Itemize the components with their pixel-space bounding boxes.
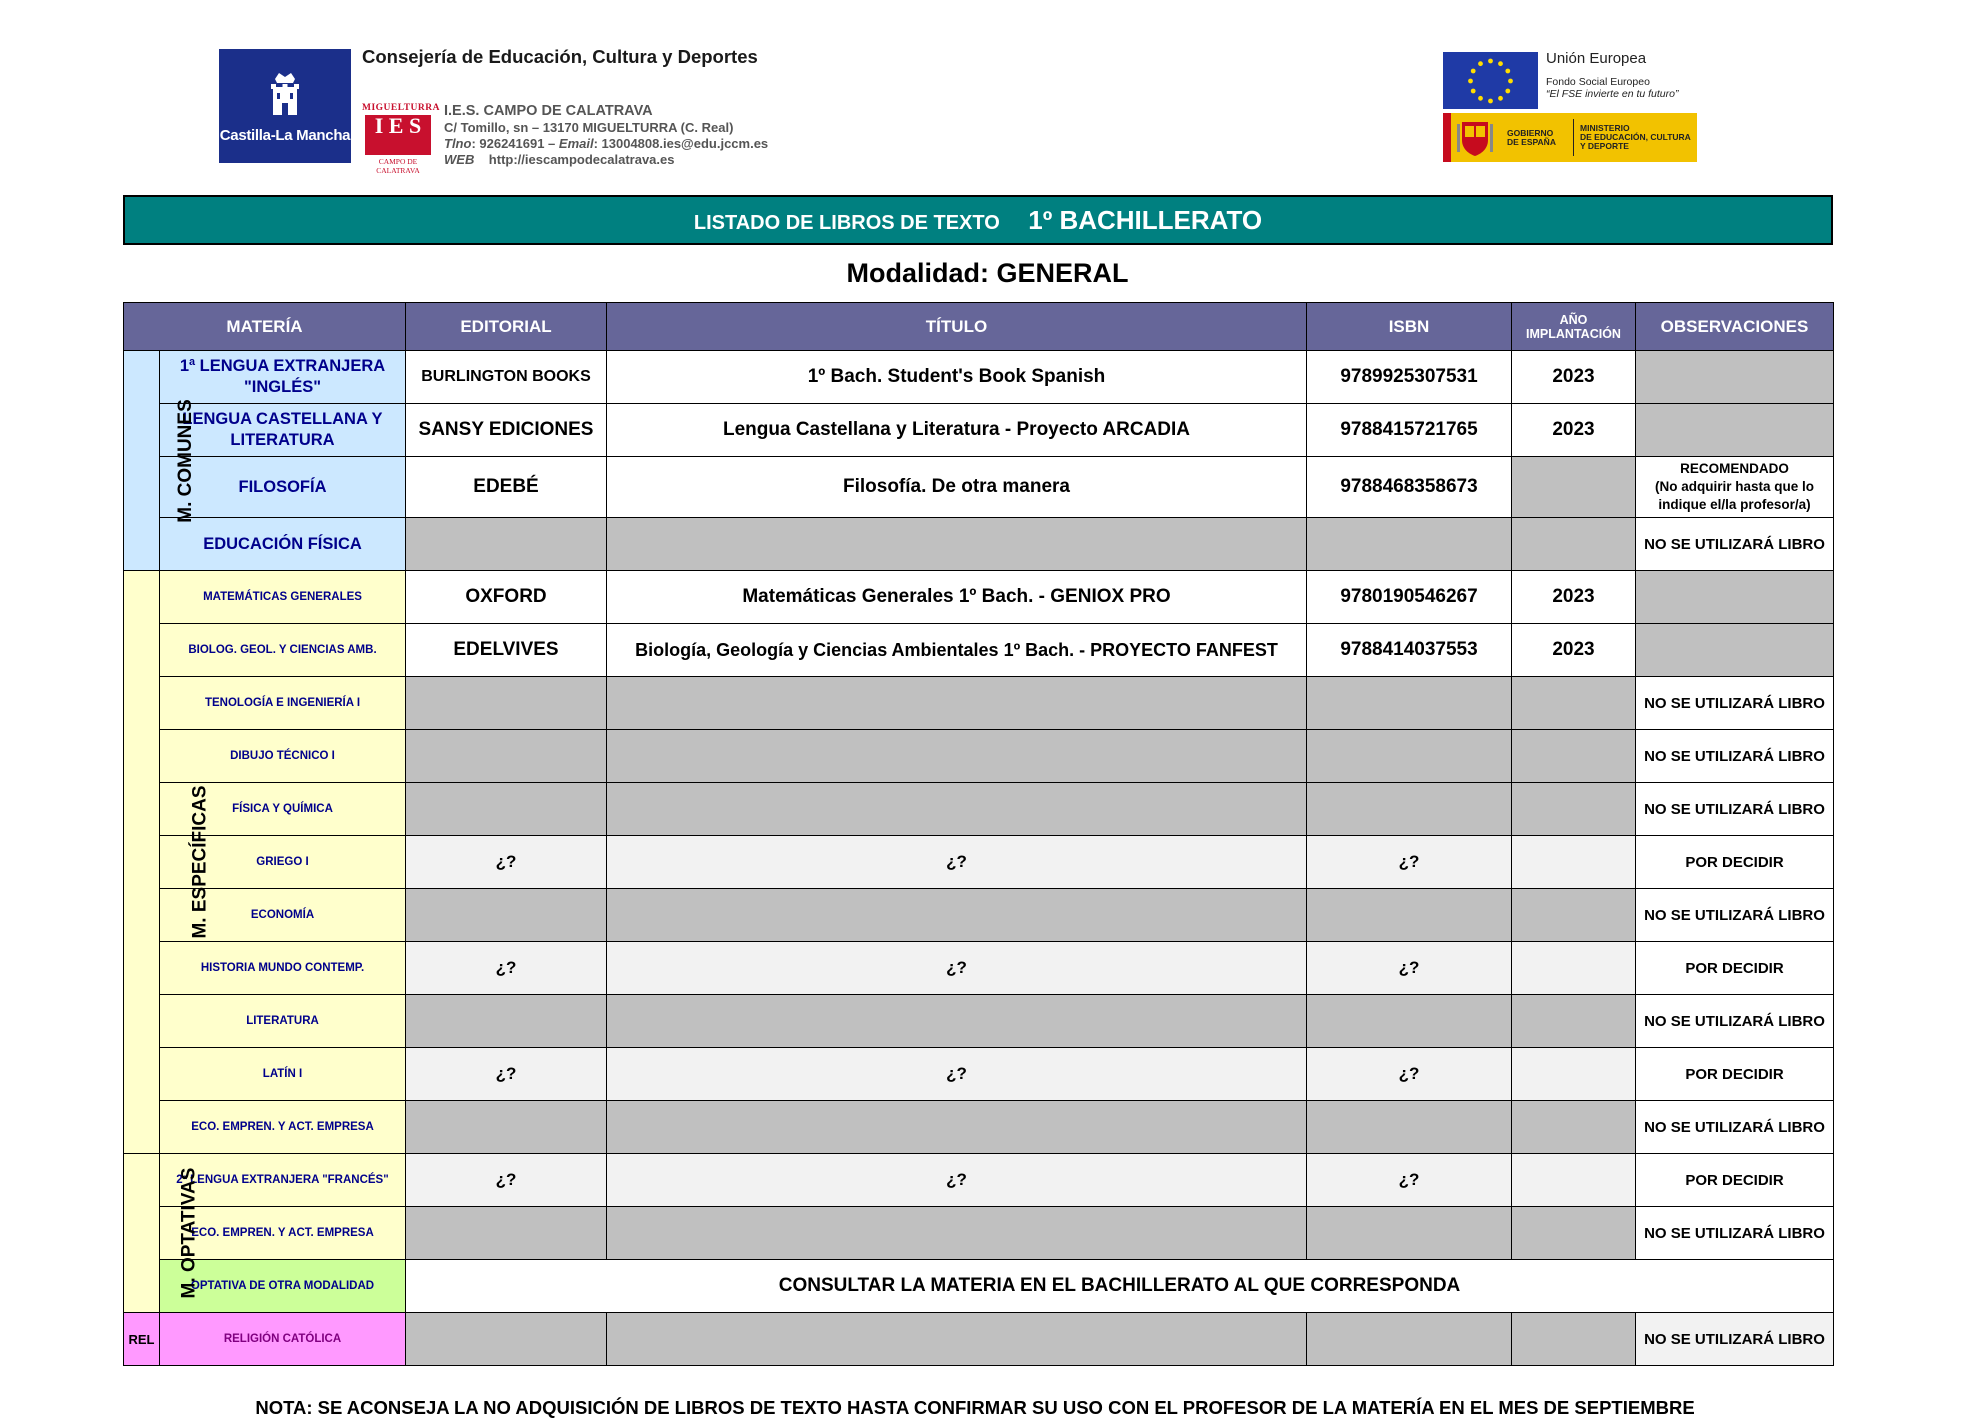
isbn-cell xyxy=(1307,518,1512,571)
isbn-cell xyxy=(1307,995,1512,1048)
obs-cell: NO SE UTILIZARÁ LIBRO xyxy=(1636,1207,1834,1260)
isbn-cell: 9788414037553 xyxy=(1307,624,1512,677)
ministerio-line3: Y DEPORTE xyxy=(1580,141,1629,151)
obs-line3: indique el/la profesor/a) xyxy=(1658,497,1811,512)
titulo-cell xyxy=(607,1101,1307,1154)
table-row xyxy=(124,571,1834,624)
title-bar xyxy=(123,195,1833,245)
anio-cell xyxy=(1512,1154,1636,1207)
ministerio-text xyxy=(1580,124,1691,151)
materia-cell: LITERATURA xyxy=(160,995,406,1048)
crown-castle-icon xyxy=(267,69,303,121)
materia-cell: ECO. EMPREN. Y ACT. EMPRESA xyxy=(160,1101,406,1154)
eu-text xyxy=(1546,50,1678,100)
table-header-row xyxy=(124,303,1834,351)
table-row xyxy=(124,730,1834,783)
titulo-cell xyxy=(607,1313,1307,1366)
table-row xyxy=(124,404,1834,457)
anio-cell xyxy=(1512,1207,1636,1260)
group-comunes xyxy=(124,351,196,571)
consult-message: CONSULTAR LA MATERIA EN EL BACHILLERATO AL QUE CORRESPONDA xyxy=(406,1260,1834,1313)
table-row xyxy=(124,351,1834,404)
titulo-cell xyxy=(607,1207,1307,1260)
school-info xyxy=(444,103,768,168)
email-value: : 13004808.ies@edu.jccm.es xyxy=(593,136,769,151)
table-row xyxy=(124,995,1834,1048)
obs-cell: NO SE UTILIZARÁ LIBRO xyxy=(1636,995,1834,1048)
isbn-cell: 9788468358673 xyxy=(1307,457,1512,518)
ies-logo xyxy=(362,103,440,175)
materia-cell: OPTATIVA DE OTRA MODALIDAD xyxy=(160,1260,406,1313)
obs-cell xyxy=(1636,404,1834,457)
gobierno-divider xyxy=(1573,119,1574,156)
materia-cell: HISTORIA MUNDO CONTEMP. xyxy=(160,942,406,995)
table-row xyxy=(124,1101,1834,1154)
editorial-cell xyxy=(406,995,607,1048)
titulo-cell xyxy=(607,677,1307,730)
editorial-cell xyxy=(406,677,607,730)
ies-logo-box xyxy=(365,115,431,155)
anio-cell xyxy=(1512,889,1636,942)
anio-cell xyxy=(1512,995,1636,1048)
materia-cell: TENOLOGÍA E INGENIERÍA I xyxy=(160,677,406,730)
table-row xyxy=(124,1260,1834,1313)
titulo-cell: 1º Bach. Student's Book Spanish xyxy=(607,351,1307,404)
anio-cell xyxy=(1512,1313,1636,1366)
obs-cell xyxy=(1636,624,1834,677)
web-label: WEB xyxy=(444,152,475,167)
header-anio-line2: IMPLANTACIÓN xyxy=(1526,326,1621,341)
materia-line1: LENGUA CASTELLANA Y xyxy=(182,410,383,428)
editorial-cell: EDELVIVES xyxy=(406,624,607,677)
editorial-cell xyxy=(406,518,607,571)
isbn-cell xyxy=(1307,1207,1512,1260)
anio-cell xyxy=(1512,1048,1636,1101)
table-row xyxy=(124,518,1834,571)
anio-cell xyxy=(1512,457,1636,518)
editorial-cell xyxy=(406,1207,607,1260)
gobierno-line1: GOBIERNO xyxy=(1507,128,1554,138)
titulo-cell: ¿? xyxy=(607,1154,1307,1207)
editorial-cell: SANSY EDICIONES xyxy=(406,404,607,457)
table-row xyxy=(124,783,1834,836)
anio-cell xyxy=(1512,942,1636,995)
table-row xyxy=(124,1048,1834,1101)
clm-logo-text: Castilla-La Mancha xyxy=(219,127,351,144)
phone-label: Tlno xyxy=(444,136,472,151)
eu-title: Unión Europea xyxy=(1546,50,1647,67)
ies-logo-top: MIGUELTURRA xyxy=(362,103,440,113)
obs-line2: (No adquirir hasta que lo xyxy=(1654,479,1814,494)
modalidad-heading: Modalidad: GENERAL xyxy=(846,258,1129,288)
isbn-cell xyxy=(1307,783,1512,836)
school-web xyxy=(444,152,768,168)
group-optativas xyxy=(124,1154,200,1313)
editorial-cell: EDEBÉ xyxy=(406,457,607,518)
ministerio-line1: MINISTERIO xyxy=(1580,123,1630,133)
anio-cell: 2023 xyxy=(1512,571,1636,624)
anio-cell xyxy=(1512,836,1636,889)
editorial-cell: ¿? xyxy=(406,836,607,889)
phone-value: : 926241691 – xyxy=(471,136,559,151)
obs-cell xyxy=(1636,571,1834,624)
editorial-cell: BURLINGTON BOOKS xyxy=(406,351,607,404)
obs-cell: POR DECIDIR xyxy=(1636,1154,1834,1207)
header-anio xyxy=(1512,303,1636,351)
title-course: 1º BACHILLERATO xyxy=(1028,205,1263,235)
castilla-la-mancha-logo xyxy=(219,49,351,163)
group-optativas-label: M. OPTATIVAS xyxy=(178,1167,200,1299)
table-row xyxy=(124,457,1834,518)
obs-cell: NO SE UTILIZARÁ LIBRO xyxy=(1636,677,1834,730)
editorial-cell: OXFORD xyxy=(406,571,607,624)
titulo-cell xyxy=(607,518,1307,571)
isbn-cell: ¿? xyxy=(1307,942,1512,995)
ministerio-line2: DE EDUCACIÓN, CULTURA xyxy=(1580,132,1691,142)
anio-cell: 2023 xyxy=(1512,624,1636,677)
obs-cell xyxy=(1636,457,1834,518)
table-row xyxy=(124,836,1834,889)
editorial-cell xyxy=(406,889,607,942)
obs-cell: NO SE UTILIZARÁ LIBRO xyxy=(1636,889,1834,942)
titulo-cell xyxy=(607,995,1307,1048)
anio-cell xyxy=(1512,1101,1636,1154)
editorial-cell xyxy=(406,783,607,836)
header-titulo: TÍTULO xyxy=(607,303,1307,351)
obs-cell: POR DECIDIR xyxy=(1636,1048,1834,1101)
titulo-cell: ¿? xyxy=(607,1048,1307,1101)
materia-line2: "INGLÉS" xyxy=(243,378,322,396)
materia-cell xyxy=(160,351,406,404)
eu-fund: Fondo Social Europeo xyxy=(1546,76,1650,88)
ies-logo-letters: I E S xyxy=(374,113,422,138)
table-row xyxy=(124,677,1834,730)
anio-cell xyxy=(1512,518,1636,571)
header-anio-line1: AÑO xyxy=(1559,312,1588,327)
materia-cell: ECONOMÍA xyxy=(160,889,406,942)
table-row xyxy=(124,1207,1834,1260)
isbn-cell: 9788415721765 xyxy=(1307,404,1512,457)
header-observaciones: OBSERVACIONES xyxy=(1636,303,1834,351)
obs-cell: NO SE UTILIZARÁ LIBRO xyxy=(1636,1101,1834,1154)
editorial-cell: ¿? xyxy=(406,942,607,995)
isbn-cell: ¿? xyxy=(1307,1048,1512,1101)
materia-cell: 2ª LENGUA EXTRANJERA "FRANCÉS" xyxy=(160,1154,406,1207)
titulo-cell: Filosofía. De otra manera xyxy=(607,457,1307,518)
titulo-cell: Matemáticas Generales 1º Bach. - GENIOX PRO xyxy=(607,571,1307,624)
titulo-cell: ¿? xyxy=(607,942,1307,995)
anio-cell xyxy=(1512,730,1636,783)
group-rel: REL xyxy=(124,1313,160,1366)
titulo-cell: Lengua Castellana y Literatura - Proyecto ARCADIA xyxy=(607,404,1307,457)
textbooks-table xyxy=(123,302,1834,1366)
eu-motto: “El FSE invierte en tu futuro” xyxy=(1546,88,1679,100)
obs-cell: NO SE UTILIZARÁ LIBRO xyxy=(1636,783,1834,836)
gobierno-espana-logo xyxy=(1443,113,1697,162)
anio-cell xyxy=(1512,783,1636,836)
title-prefix: LISTADO DE LIBROS DE TEXTO xyxy=(693,212,1000,234)
materia-cell: RELIGIÓN CATÓLICA xyxy=(160,1313,406,1366)
header-materia: MATERÍA xyxy=(124,303,406,351)
isbn-cell xyxy=(1307,1101,1512,1154)
web-value: http://iescampodecalatrava.es xyxy=(488,152,675,167)
obs-cell: NO SE UTILIZARÁ LIBRO xyxy=(1636,1313,1834,1366)
isbn-cell xyxy=(1307,730,1512,783)
titulo-cell: Biología, Geología y Ciencias Ambientales 1º Bach. - PROYECTO FANFEST xyxy=(607,624,1307,677)
email-label: Email xyxy=(558,136,594,151)
obs-line1: RECOMENDADO xyxy=(1680,461,1789,476)
header-isbn: ISBN xyxy=(1307,303,1512,351)
header-editorial: EDITORIAL xyxy=(406,303,607,351)
isbn-cell: ¿? xyxy=(1307,1154,1512,1207)
isbn-cell xyxy=(1307,889,1512,942)
school-address: C/ Tomillo, sn – 13170 MIGUELTURRA (C. Real) xyxy=(444,120,734,135)
materia-cell: MATEMÁTICAS GENERALES xyxy=(160,571,406,624)
materia-line1: 1ª LENGUA EXTRANJERA xyxy=(179,357,386,375)
anio-cell xyxy=(1512,677,1636,730)
materia-cell: DIBUJO TÉCNICO I xyxy=(160,730,406,783)
isbn-cell: 9789925307531 xyxy=(1307,351,1512,404)
materia-cell: BIOLOG. GEOL. Y CIENCIAS AMB. xyxy=(160,624,406,677)
obs-cell: NO SE UTILIZARÁ LIBRO xyxy=(1636,518,1834,571)
isbn-cell xyxy=(1307,1313,1512,1366)
group-especificas xyxy=(124,571,211,1154)
editorial-cell: ¿? xyxy=(406,1048,607,1101)
footer-note: NOTA: SE ACONSEJA LA NO ADQUISICIÓN DE LIBROS DE TEXTO HASTA CONFIRMAR SU USO CON EL PROFESOR DE LA MATERÍA EN EL MES DE SEPTIEMBRE xyxy=(255,1397,1695,1418)
materia-cell: ECO. EMPREN. Y ACT. EMPRESA xyxy=(160,1207,406,1260)
school-contact xyxy=(444,136,768,152)
editorial-cell xyxy=(406,1101,607,1154)
gobierno-text xyxy=(1507,129,1556,147)
isbn-cell: 9780190546267 xyxy=(1307,571,1512,624)
titulo-cell xyxy=(607,783,1307,836)
obs-cell: POR DECIDIR xyxy=(1636,836,1834,889)
titulo-cell xyxy=(607,889,1307,942)
table-row xyxy=(124,1154,1834,1207)
school-name: I.E.S. CAMPO DE CALATRAVA xyxy=(444,103,653,119)
editorial-cell: ¿? xyxy=(406,1154,607,1207)
materia-line2: LITERATURA xyxy=(230,431,335,449)
group-comunes-label: M. COMUNES xyxy=(174,398,196,523)
titulo-cell xyxy=(607,730,1307,783)
consejeria-title: Consejería de Educación, Cultura y Deportes xyxy=(362,46,758,67)
editorial-cell xyxy=(406,730,607,783)
materia-cell: LATÍN I xyxy=(160,1048,406,1101)
anio-cell: 2023 xyxy=(1512,404,1636,457)
obs-cell: NO SE UTILIZARÁ LIBRO xyxy=(1636,730,1834,783)
table-row xyxy=(124,624,1834,677)
table-row xyxy=(124,942,1834,995)
editorial-cell xyxy=(406,1313,607,1366)
obs-cell xyxy=(1636,351,1834,404)
obs-cell: POR DECIDIR xyxy=(1636,942,1834,995)
titulo-cell: ¿? xyxy=(607,836,1307,889)
materia-cell: FILOSOFÍA xyxy=(160,457,406,518)
isbn-cell: ¿? xyxy=(1307,836,1512,889)
materia-cell: FÍSICA Y QUÍMICA xyxy=(160,783,406,836)
table-row xyxy=(124,1313,1834,1366)
ies-logo-bottom: CAMPO DE CALATRAVA xyxy=(376,157,420,175)
coat-of-arms-icon xyxy=(1456,118,1494,157)
isbn-cell xyxy=(1307,677,1512,730)
spain-flag-stripe xyxy=(1443,113,1451,162)
table-row xyxy=(124,889,1834,942)
materia-cell: GRIEGO I xyxy=(160,836,406,889)
materia-cell: EDUCACIÓN FÍSICA xyxy=(160,518,406,571)
gobierno-line2: DE ESPAÑA xyxy=(1507,137,1556,147)
group-especificas-label: M. ESPECÍFICAS xyxy=(189,785,211,939)
anio-cell: 2023 xyxy=(1512,351,1636,404)
eu-flag-icon xyxy=(1443,52,1538,109)
